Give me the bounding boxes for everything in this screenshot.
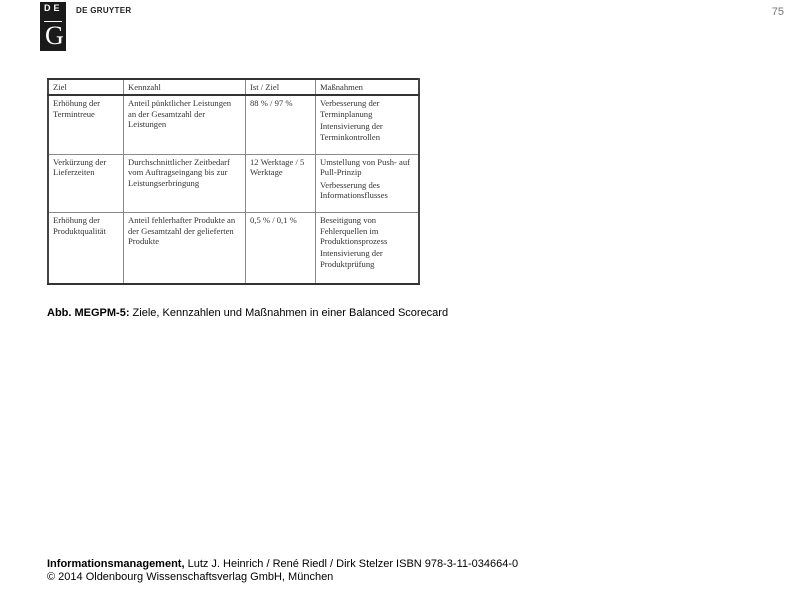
column-header-massnahmen: Maßnahmen bbox=[316, 79, 420, 95]
massnahme-item: Umstellung von Push- auf Pull-Prinzip bbox=[320, 156, 410, 178]
cell-ist-ziel: 0,5 % / 0,1 % bbox=[246, 213, 316, 284]
table-row bbox=[48, 95, 419, 154]
massnahme-item: Beseitigung von Fehlerquellen im Produktionsprozess bbox=[320, 215, 388, 246]
scorecard-table bbox=[47, 78, 420, 285]
cell-kennzahl: Anteil fehlerhafter Produkte an der Gesamtzahl der gelieferten Produkte bbox=[124, 213, 246, 284]
logo-g: G bbox=[45, 21, 64, 50]
cell-ist-ziel: 88 % / 97 % bbox=[246, 95, 316, 154]
cell-massnahmen bbox=[316, 95, 420, 154]
publisher-name: DE GRUYTER bbox=[76, 6, 132, 15]
column-header-kennzahl: Kennzahl bbox=[124, 79, 246, 95]
cell-massnahmen bbox=[316, 213, 420, 284]
cell-ist-ziel: 12 Werktage / 5 Werktage bbox=[246, 154, 316, 212]
table-row bbox=[48, 213, 419, 284]
massnahme-item: Intensivierung der Terminkontrollen bbox=[320, 121, 383, 142]
citation-line-1 bbox=[47, 558, 518, 571]
table-row bbox=[48, 154, 419, 212]
column-header-ist-ziel: Ist / Ziel bbox=[246, 79, 316, 95]
massnahme-item: Verbesserung des Informationsflusses bbox=[320, 179, 388, 201]
page-number: 75 bbox=[771, 6, 784, 18]
cell-ziel: Erhöhung der Produktqualität bbox=[48, 213, 124, 284]
caption-text: Ziele, Kennzahlen und Maßnahmen in einer Balanced Scorecard bbox=[129, 307, 449, 319]
authors-isbn: Lutz J. Heinrich / René Riedl / Dirk Stelzer ISBN 978-3-11-034664-0 bbox=[184, 558, 519, 570]
caption-label: Abb. MEGPM-5: bbox=[47, 307, 130, 319]
table-header-row bbox=[48, 79, 419, 95]
cell-kennzahl: Durchschnittlicher Zeitbedarf vom Auftragseingang bis zur Leistungserbringung bbox=[124, 154, 246, 212]
book-title: Informationsmanagement, bbox=[47, 558, 185, 570]
column-header-ziel: Ziel bbox=[48, 79, 124, 95]
cell-kennzahl: Anteil pünktlicher Leistungen an der Gesamtzahl der Leistungen bbox=[124, 95, 246, 154]
cell-ziel: Verkürzung der Lieferzeiten bbox=[48, 154, 124, 212]
figure-caption bbox=[47, 307, 448, 319]
publisher-logo bbox=[40, 2, 66, 51]
massnahme-item: Verbesserung der Terminplanung bbox=[320, 98, 380, 119]
logo-de: DE bbox=[44, 3, 63, 13]
book-citation bbox=[47, 558, 518, 584]
massnahme-item: Intensivierung der Produktprüfung bbox=[320, 248, 383, 269]
cell-ziel: Erhöhung der Termintreue bbox=[48, 95, 124, 154]
scorecard-table-figure bbox=[47, 78, 420, 285]
cell-massnahmen bbox=[316, 154, 420, 212]
copyright-line: © 2014 Oldenbourg Wissenschaftsverlag GmbH, München bbox=[47, 571, 334, 583]
